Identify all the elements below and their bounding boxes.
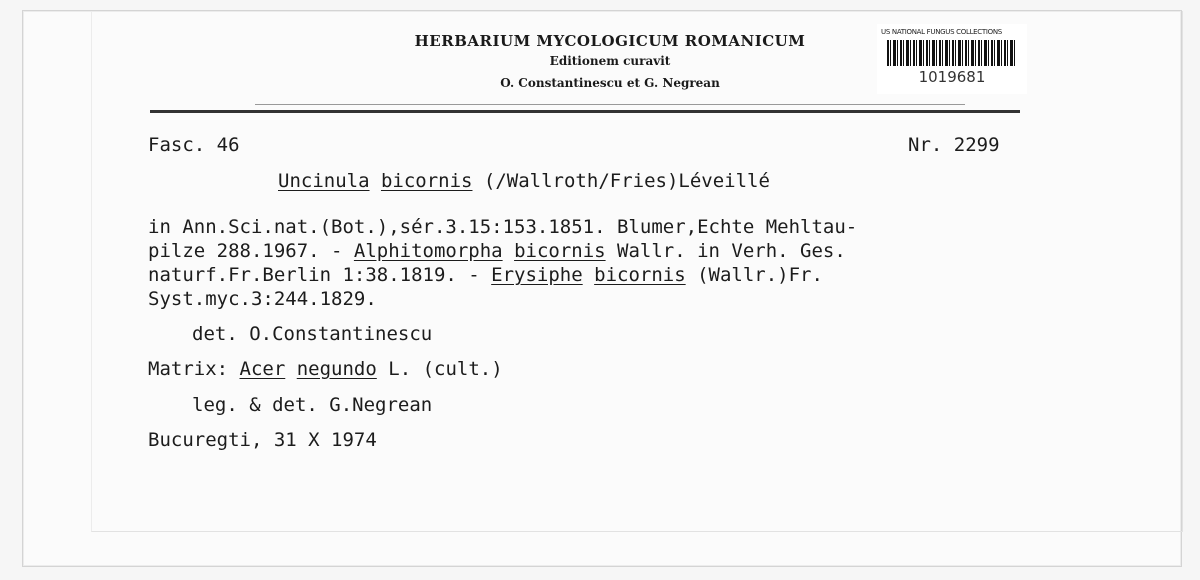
- herbarium-editors: O. Constantinescu et G. Negrean: [500, 76, 720, 90]
- herbarium-subtitle: Editionem curavit: [549, 54, 671, 68]
- barcode-label: [877, 24, 1027, 94]
- matrix-label: Matrix:: [148, 358, 240, 380]
- species-name: [278, 169, 770, 193]
- synonym-genus-1: Alphitomorpha: [353, 240, 503, 262]
- specimen-number: Nr. 2299: [908, 134, 1000, 156]
- citation-line-4: Syst.myc.3:244.1829.: [148, 288, 377, 310]
- species-epithet: bicornis: [380, 170, 473, 192]
- synonym-genus-2: Erysiphe: [491, 264, 583, 286]
- header-rule: [150, 110, 1020, 113]
- locality-date: Bucuregti, 31 X 1974: [148, 429, 377, 451]
- collector: leg. & det. G.Negrean: [192, 394, 433, 416]
- synonym-epithet-2: bicornis: [594, 264, 686, 286]
- citation-line-2-post: Wallr. in Verh. Ges.: [605, 240, 846, 262]
- herbarium-title: HERBARIUM MYCOLOGICUM ROMANICUM: [414, 32, 806, 50]
- citation-line-2: [148, 239, 857, 263]
- header-thin-rule: [255, 104, 965, 105]
- matrix-rest: L. (cult.): [376, 358, 503, 380]
- fascicle-number: Fasc. 46: [148, 134, 240, 156]
- matrix-line: [148, 357, 503, 381]
- citation-line-2-pre: pilze 288.1967. -: [148, 240, 354, 262]
- citation-line-3-post: (Wallr.)Fr.: [685, 264, 823, 286]
- matrix-species: negundo: [296, 358, 377, 380]
- label-header: [330, 20, 890, 90]
- citation-line-1: in Ann.Sci.nat.(Bot.),sér.3.15:153.1851. Blumer,Echte Mehltau-: [148, 216, 858, 238]
- citation-line-3: [148, 263, 857, 287]
- citation-line-3-pre: naturf.Fr.Berlin 1:38.1819. -: [148, 264, 492, 286]
- barcode-number: 1019681: [918, 68, 986, 86]
- determiner: det. O.Constantinescu: [192, 323, 433, 345]
- species-genus: Uncinula: [278, 170, 370, 192]
- species-authority: (/Wallroth/Fries)Léveillé: [472, 170, 770, 192]
- barcode-caption: US NATIONAL FUNGUS COLLECTIONS: [881, 28, 1002, 36]
- barcode-icon: [887, 40, 1017, 66]
- citation-block: [148, 215, 857, 311]
- matrix-genus: Acer: [239, 358, 286, 380]
- synonym-epithet-1: bicornis: [514, 240, 606, 262]
